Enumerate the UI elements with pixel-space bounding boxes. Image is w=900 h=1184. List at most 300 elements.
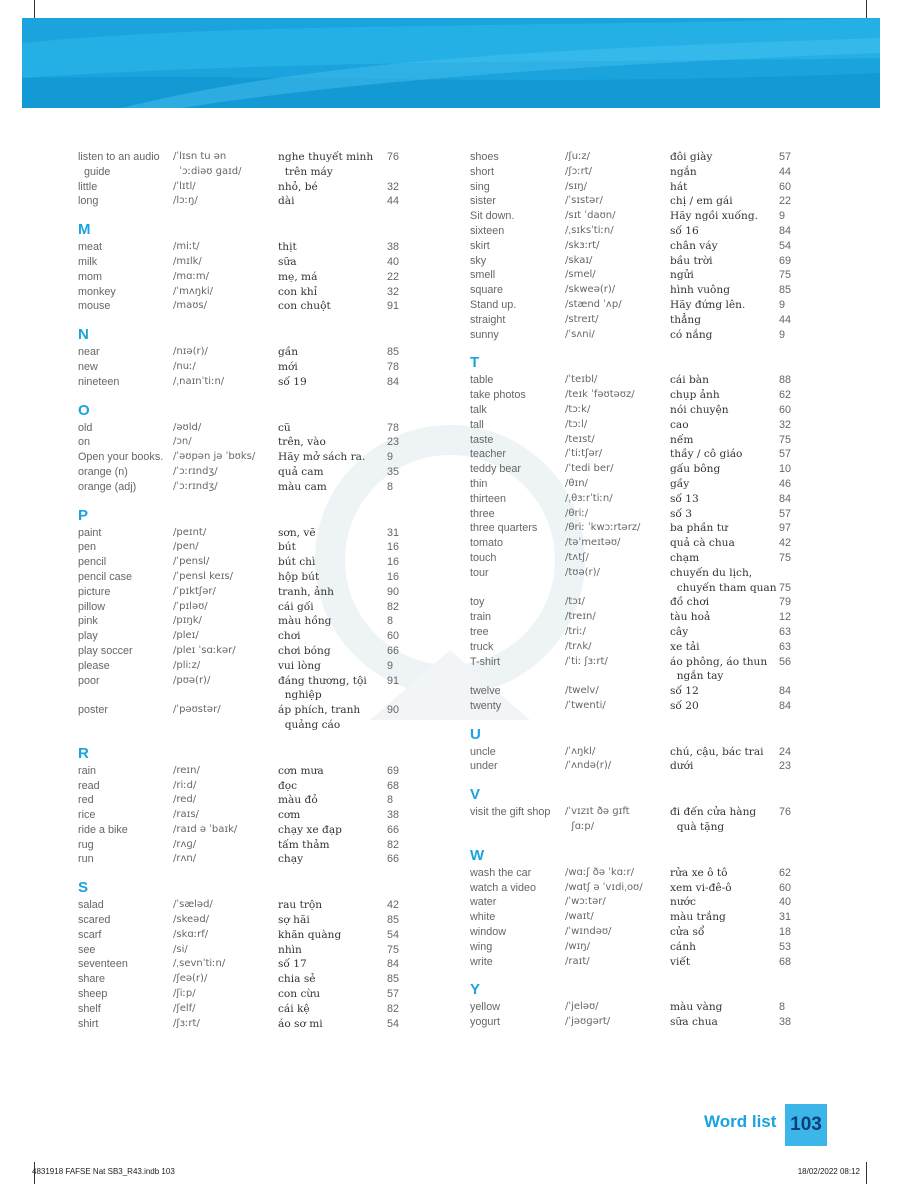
entry-page: 69 [387, 764, 400, 777]
word-entry [470, 254, 830, 269]
section-letter: R [78, 744, 89, 762]
section-letter: W [470, 846, 485, 864]
word-entry [78, 898, 438, 913]
entry-word: read [78, 779, 100, 792]
entry-word: train [470, 611, 492, 624]
entry-page: 84 [779, 699, 792, 712]
entry-pronunciation: /tɔːk/ [565, 403, 591, 415]
entry-page: 8 [387, 794, 394, 807]
entry-word: paint [78, 526, 102, 539]
entry-meaning: quả cam [278, 465, 324, 478]
entry-pronunciation: /tɔɪ/ [565, 596, 585, 608]
entry-page: 42 [387, 899, 400, 912]
entry-page: 66 [387, 853, 400, 866]
word-entry [470, 895, 830, 910]
entry-pronunciation: /teɪst/ [565, 433, 595, 445]
word-entry [78, 764, 438, 779]
entry-word: straight [470, 313, 506, 326]
entry-meaning: gần [278, 346, 299, 359]
word-entry [78, 1002, 438, 1017]
entry-meaning: số 13 [670, 492, 699, 505]
entry-page: 88 [779, 374, 792, 387]
entry-meaning: chuyến du lịch, chuyến tham quan [670, 566, 777, 594]
word-entry [470, 805, 830, 835]
entry-meaning: hình vuông [670, 284, 731, 297]
entry-pronunciation: /ʃelf/ [173, 1002, 196, 1014]
word-entry [78, 808, 438, 823]
entry-pronunciation: /wɑtʃ ə ˈvɪdiˌoʊ/ [565, 881, 643, 893]
entry-pronunciation: /ʃɜːrt/ [173, 1017, 200, 1029]
entry-word: seventeen [78, 958, 128, 971]
entry-word: sky [470, 254, 487, 267]
word-entry [470, 566, 830, 596]
entry-page: 23 [387, 436, 400, 449]
word-entry [78, 285, 438, 300]
crop-mark-bottom-right [866, 1162, 867, 1184]
entry-word: tour [470, 566, 489, 579]
entry-word: smell [470, 269, 496, 282]
entry-pronunciation: /ˈpensl keɪs/ [173, 570, 234, 582]
entry-word: short [470, 165, 495, 178]
entry-word: play [78, 630, 98, 643]
entry-pronunciation: /reɪn/ [173, 764, 200, 776]
entry-meaning: cơm [278, 809, 301, 822]
entry-word: thirteen [470, 492, 507, 505]
word-entry [470, 373, 830, 388]
entry-pronunciation: /ˈpensl/ [173, 556, 210, 568]
entry-word: under [470, 760, 498, 773]
entry-pronunciation: /maʊs/ [173, 300, 207, 312]
entry-pronunciation: /pen/ [173, 541, 199, 553]
entry-pronunciation: /ˈsʌni/ [565, 328, 595, 340]
entry-page: 82 [387, 838, 400, 851]
entry-word: see [78, 943, 96, 956]
entry-meaning: chụp ảnh [670, 389, 720, 402]
entry-page: 31 [387, 526, 400, 539]
entry-meaning: tàu hoả [670, 611, 711, 624]
entry-word: scared [78, 914, 111, 927]
word-entry [78, 194, 438, 209]
word-entry [78, 180, 438, 195]
entry-page: 90 [387, 585, 400, 598]
section-letter: V [470, 786, 481, 804]
entry-word: pen [78, 541, 97, 554]
entry-pronunciation: /skeəd/ [173, 914, 210, 926]
word-entry [78, 540, 438, 555]
entry-meaning: bầu trời [670, 254, 713, 267]
entry-page: 78 [387, 360, 400, 373]
entry-meaning: sữa [278, 255, 297, 268]
entry-pronunciation: /pleɪ/ [173, 630, 199, 642]
section-letter: U [470, 725, 481, 743]
entry-page: 16 [387, 556, 400, 569]
entry-pronunciation: /θriː/ [565, 507, 589, 519]
word-entry [78, 928, 438, 943]
entry-page: 62 [779, 389, 792, 402]
entry-page: 18 [779, 926, 792, 939]
entry-pronunciation: /rʌn/ [173, 853, 197, 865]
entry-word: thin [470, 477, 488, 490]
word-entry [470, 165, 830, 180]
entry-meaning: đồ chơi [670, 596, 710, 609]
entry-meaning: chạy [278, 853, 304, 866]
entry-word: long [78, 195, 99, 208]
entry-pronunciation: /riːd/ [173, 779, 197, 791]
entry-word: skirt [470, 239, 490, 252]
word-entry [78, 674, 438, 704]
entry-word: mom [78, 270, 102, 283]
entry-meaning: trên, vào [278, 436, 326, 449]
word-entry [78, 255, 438, 270]
entry-meaning: con cừu [278, 988, 321, 1001]
entry-word: touch [470, 551, 497, 564]
entry-word: meat [78, 241, 103, 254]
entry-pronunciation: /təˈmeɪtəʊ/ [565, 537, 621, 549]
entry-page: 66 [387, 644, 400, 657]
letter-section [78, 507, 438, 733]
entry-page: 9 [387, 659, 394, 672]
entry-word: new [78, 360, 98, 373]
entry-page: 32 [387, 285, 400, 298]
entry-word: table [470, 374, 494, 387]
entry-page: 16 [387, 541, 400, 554]
word-entry [78, 375, 438, 390]
entry-word: run [78, 853, 94, 866]
section-letter: N [78, 326, 89, 344]
word-entry [78, 421, 438, 436]
entry-word: write [470, 955, 493, 968]
word-entry [470, 239, 830, 254]
entry-pronunciation: /ˈʌndə(r)/ [565, 760, 612, 772]
entry-page: 38 [387, 241, 400, 254]
entry-page: 40 [779, 896, 792, 909]
entry-pronunciation: /raɪs/ [173, 809, 199, 821]
letter-section [470, 847, 830, 970]
word-entry [470, 492, 830, 507]
entry-page: 75 [779, 581, 792, 594]
section-letter: Y [470, 981, 481, 999]
entry-word: tree [470, 625, 489, 638]
entry-meaning: chị / em gái [670, 195, 733, 208]
entry-page: 9 [779, 210, 786, 223]
entry-word: red [78, 794, 94, 807]
entry-meaning: con chuột [278, 300, 331, 313]
entry-word: orange (adj) [78, 480, 137, 493]
entry-word: sister [470, 195, 496, 208]
word-entry [470, 507, 830, 522]
word-entry [470, 866, 830, 881]
entry-word: scarf [78, 928, 102, 941]
word-entry [78, 629, 438, 644]
entry-meaning: gầy [670, 477, 690, 490]
entry-pronunciation: /trʌk/ [565, 640, 592, 652]
entry-word: twenty [470, 699, 502, 712]
entry-pronunciation: /raɪt/ [565, 955, 590, 967]
entry-meaning: màu đỏ [278, 794, 318, 807]
entry-pronunciation: /ˈsɪstər/ [565, 195, 603, 207]
entry-pronunciation: /nɪə(r)/ [173, 346, 208, 358]
entry-pronunciation: /ˌnaɪnˈtiːn/ [173, 375, 225, 387]
entry-page: 91 [387, 300, 400, 313]
letter-section [470, 726, 830, 775]
entry-word: white [470, 911, 496, 924]
word-entry [470, 699, 830, 714]
entry-page: 63 [779, 625, 792, 638]
entry-page: 82 [387, 1002, 400, 1015]
word-entry [470, 925, 830, 940]
word-entry [470, 388, 830, 403]
entry-word: pink [78, 615, 98, 628]
word-entry [78, 779, 438, 794]
entry-pronunciation: /stænd ˈʌp/ [565, 298, 622, 310]
entry-word: talk [470, 403, 487, 416]
entry-page: 8 [779, 1001, 786, 1014]
entry-page: 84 [387, 958, 400, 971]
word-entry [470, 745, 830, 760]
letter-section [78, 150, 438, 209]
word-entry [470, 224, 830, 239]
letter-section [78, 402, 438, 495]
entry-word: pencil case [78, 570, 133, 583]
entry-page: 9 [779, 328, 786, 341]
entry-word: twelve [470, 685, 501, 698]
entry-word: shelf [78, 1002, 101, 1015]
entry-page: 66 [387, 823, 400, 836]
entry-page: 60 [779, 881, 792, 894]
word-entry [78, 585, 438, 600]
entry-word: nineteen [78, 375, 120, 388]
print-slug: 4831918 FAFSE Nat SB3_R43.indb 103 [32, 1167, 175, 1176]
entry-page: 69 [779, 254, 792, 267]
entry-pronunciation: /ʃɔːrt/ [565, 165, 592, 177]
entry-word: sixteen [470, 224, 505, 237]
entry-word: water [470, 896, 497, 909]
entry-pronunciation: /ˈlɪtl/ [173, 180, 196, 192]
entry-page: 82 [387, 600, 400, 613]
entry-meaning: viết [670, 955, 691, 968]
entry-meaning: cơn mưa [278, 764, 324, 777]
word-entry [470, 684, 830, 699]
entry-pronunciation: /smel/ [565, 269, 596, 281]
entry-page: 53 [779, 940, 792, 953]
entry-pronunciation: /lɔːŋ/ [173, 195, 198, 207]
word-entry [470, 521, 830, 536]
entry-pronunciation: /sɪŋ/ [565, 180, 588, 192]
entry-pronunciation: /ˈsæləd/ [173, 899, 213, 911]
entry-pronunciation: /ˈjeləʊ/ [565, 1001, 599, 1013]
entry-meaning: có nắng [670, 328, 713, 341]
entry-meaning: chạy xe đạp [278, 823, 342, 836]
entry-pronunciation: /ɔn/ [173, 436, 192, 448]
word-entry [78, 943, 438, 958]
entry-word: yellow [470, 1001, 501, 1014]
entry-meaning: nhỏ, bé [278, 180, 318, 193]
entry-pronunciation: /pliːz/ [173, 659, 201, 671]
word-entry [470, 551, 830, 566]
entry-page: 38 [387, 809, 400, 822]
entry-meaning: xem vi-đê-ô [670, 881, 732, 894]
entry-meaning: hộp bút [278, 570, 320, 583]
entry-pronunciation: /ˈtedi ber/ [565, 463, 614, 475]
entry-pronunciation: /əʊld/ [173, 421, 202, 433]
section-letter: T [470, 354, 480, 372]
entry-pronunciation: /ʃuːz/ [565, 151, 591, 162]
letter-section [470, 354, 830, 713]
entry-meaning: rau trộn [278, 899, 323, 912]
word-entry [78, 793, 438, 808]
entry-page: 57 [779, 448, 792, 461]
entry-page: 57 [779, 507, 792, 520]
entry-meaning: số 12 [670, 685, 699, 698]
entry-page: 60 [779, 403, 792, 416]
entry-meaning: số 20 [670, 699, 699, 712]
entry-word: yogurt [470, 1016, 501, 1029]
letter-section [470, 150, 830, 342]
entry-word: tall [470, 418, 484, 431]
entry-page: 40 [387, 255, 400, 268]
entry-word: please [78, 659, 110, 672]
section-letter: S [78, 879, 89, 897]
entry-word: old [78, 421, 93, 434]
entry-page: 84 [387, 375, 400, 388]
entry-word: play soccer [78, 644, 133, 657]
letter-section [78, 745, 438, 868]
entry-word: window [470, 926, 507, 939]
word-entry [78, 270, 438, 285]
entry-pronunciation: /wɪŋ/ [565, 940, 590, 952]
word-entry [470, 418, 830, 433]
entry-word: tomato [470, 537, 504, 550]
entry-word: poster [78, 704, 109, 717]
entry-pronunciation: /ʃeə(r)/ [173, 973, 208, 985]
entry-page: 56 [779, 655, 792, 668]
entry-meaning: cánh [670, 940, 696, 953]
entry-page: 8 [387, 615, 394, 628]
entry-pronunciation: /ˈtiː ʃɜːrt/ [565, 655, 608, 667]
word-entry [470, 1015, 830, 1030]
word-entry [470, 433, 830, 448]
entry-page: 54 [387, 928, 400, 941]
entry-meaning: cái kệ [278, 1002, 310, 1015]
entry-pronunciation: /mɪlk/ [173, 255, 202, 267]
entry-page: 9 [779, 298, 786, 311]
entry-word: Open your books. [78, 451, 164, 464]
entry-word: salad [78, 899, 104, 912]
word-entry [470, 313, 830, 328]
entry-page: 54 [387, 1017, 400, 1030]
entry-page: 42 [779, 537, 792, 550]
entry-page: 91 [387, 674, 400, 687]
entry-pronunciation: /waɪt/ [565, 911, 594, 923]
entry-meaning: ba phần tư [670, 522, 728, 535]
word-entry [78, 150, 438, 180]
entry-meaning: áo sơ mi [278, 1017, 323, 1030]
entry-page: 68 [387, 779, 400, 792]
word-entry [78, 987, 438, 1002]
entry-meaning: áp phích, tranh quảng cáo [278, 704, 361, 731]
word-entry [470, 536, 830, 551]
entry-word: sing [470, 180, 490, 193]
word-entry [470, 940, 830, 955]
entry-pronunciation: /ʃiːp/ [173, 988, 196, 1000]
entry-pronunciation: /ˈtwenti/ [565, 699, 606, 711]
entry-word: orange (n) [78, 465, 128, 478]
entry-word: wing [470, 940, 493, 953]
section-letter: M [78, 221, 91, 239]
entry-meaning: nhìn [278, 943, 302, 956]
crop-mark-top-left [34, 0, 35, 18]
entry-page: 44 [387, 195, 400, 208]
entry-meaning: dưới [670, 760, 694, 773]
entry-meaning: cao [670, 418, 689, 431]
entry-meaning: nước [670, 896, 696, 909]
entry-word: listen to an audio guide [78, 151, 160, 178]
entry-word: square [470, 284, 504, 297]
entry-meaning: gấu bông [670, 463, 721, 476]
entry-meaning: bút [278, 541, 296, 554]
entry-meaning: nghe thuyết minh trên máy [278, 151, 374, 178]
entry-meaning: áo phông, áo thun ngắn tay [670, 655, 768, 683]
word-entry [470, 209, 830, 224]
entry-word: sheep [78, 988, 108, 1001]
entry-meaning: đi đến cửa hàng quà tặng [670, 806, 757, 834]
word-entry [470, 610, 830, 625]
entry-word: taste [470, 433, 494, 446]
entry-page: 62 [779, 866, 792, 879]
entry-meaning: cửa sổ [670, 926, 705, 939]
entry-page: 35 [387, 465, 400, 478]
entry-meaning: Hãy ngồi xuống. [670, 210, 758, 223]
word-entry [470, 625, 830, 640]
entry-meaning: sợ hãi [278, 914, 310, 927]
entry-page: 90 [387, 704, 400, 717]
entry-pronunciation: /pʊə(r)/ [173, 674, 211, 686]
entry-word: three quarters [470, 522, 538, 535]
word-entry [78, 838, 438, 853]
entry-word: toy [470, 596, 485, 609]
entry-page: 75 [779, 269, 792, 282]
entry-meaning: thầy / cô giáo [670, 448, 743, 461]
entry-pronunciation: /pleɪ ˈsɑːkər/ [173, 644, 236, 656]
entry-pronunciation: /twelv/ [565, 685, 599, 697]
entry-meaning: sữa chua [670, 1016, 718, 1029]
entry-page: 22 [779, 195, 792, 208]
entry-pronunciation: /ˈmʌŋki/ [173, 285, 214, 297]
entry-word: milk [78, 255, 98, 268]
entry-pronunciation: /treɪn/ [565, 611, 596, 623]
entry-pronunciation: /skɑːrf/ [173, 928, 209, 940]
entry-page: 23 [779, 760, 792, 773]
entry-word: pencil [78, 556, 107, 569]
entry-page: 38 [779, 1016, 792, 1029]
entry-page: 31 [779, 911, 792, 924]
entry-pronunciation: /ˈpɪktʃər/ [173, 585, 216, 597]
word-entry [470, 1000, 830, 1015]
entry-page: 16 [387, 570, 400, 583]
entry-meaning: con khỉ [278, 285, 318, 298]
word-entry [78, 555, 438, 570]
entry-meaning: màu cam [278, 480, 327, 493]
word-entry [470, 640, 830, 655]
entry-word: pillow [78, 600, 106, 613]
print-date: 18/02/2022 08:12 [797, 1167, 860, 1176]
word-entry [470, 910, 830, 925]
word-entry [470, 462, 830, 477]
entry-pronunciation: /ˈjəʊɡərt/ [565, 1016, 611, 1028]
word-entry [470, 328, 830, 343]
entry-pronunciation: /raɪd ə ˈbaɪk/ [173, 823, 238, 835]
entry-word: watch a video [470, 881, 537, 894]
